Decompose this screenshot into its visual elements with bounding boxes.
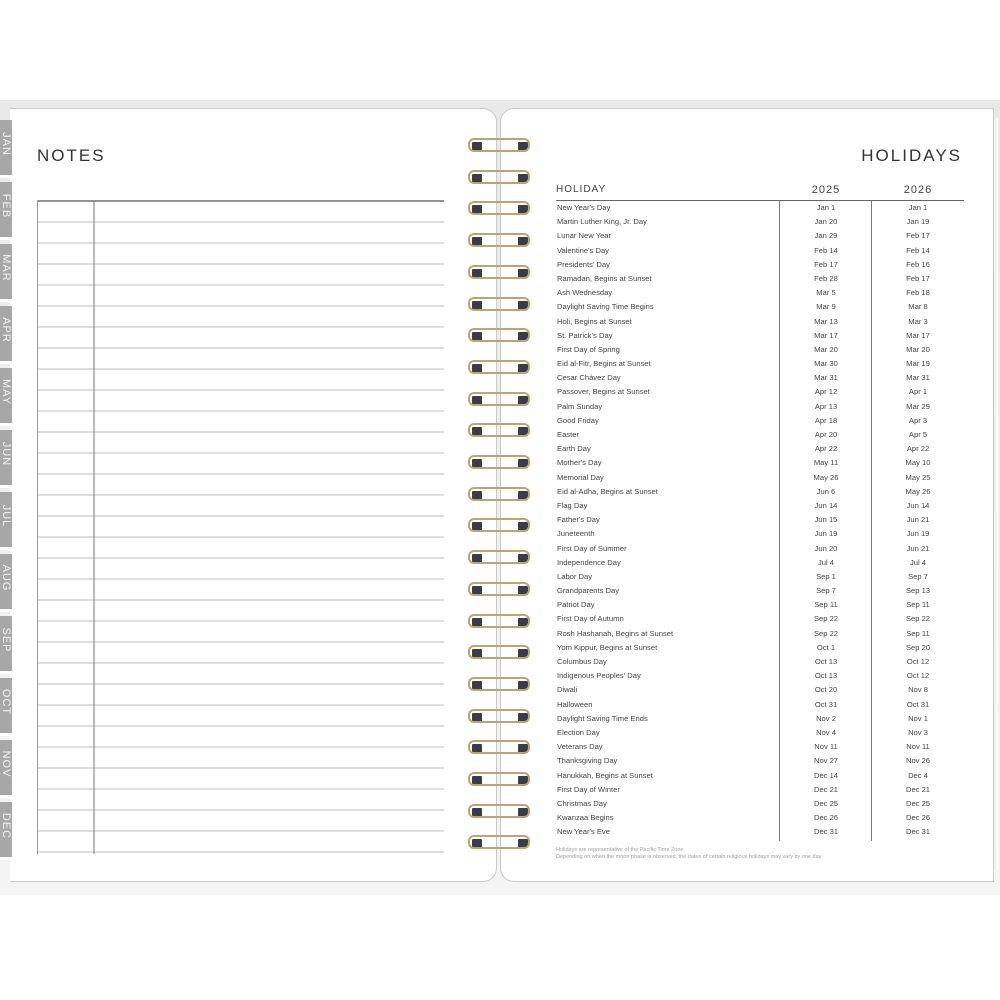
holiday-table-body [556, 201, 964, 839]
holiday-date-2026: Dec 25 [905, 798, 931, 808]
spiral-ring [466, 802, 536, 822]
month-tab-label: NOV [0, 750, 12, 778]
holiday-date-2026: Sep 7 [908, 571, 928, 581]
holiday-date-2026: Nov 3 [908, 727, 928, 737]
holiday-name: New Year's Day [557, 203, 611, 212]
holiday-date-2025: Sep 22 [813, 614, 839, 624]
month-tab-label: MAY [0, 378, 12, 406]
holiday-date-2025: Jun 20 [814, 543, 838, 553]
holiday-date-2026: Mar 3 [908, 316, 928, 326]
holiday-date-2025: Nov 4 [816, 727, 836, 737]
holiday-date-2026: Sep 11 [906, 628, 930, 638]
wire-loop [468, 487, 530, 501]
holiday-row [556, 698, 964, 712]
holiday-date-2025: Jan 20 [814, 217, 838, 227]
wire-loop [468, 804, 530, 818]
holiday-date-2026: Oct 31 [906, 699, 930, 709]
holiday-row [556, 371, 964, 385]
month-tab-jul[interactable] [0, 492, 12, 550]
holiday-date-2026: May 25 [905, 472, 931, 482]
holiday-name: Passover, Begins at Sunset [557, 387, 650, 397]
holiday-date-2025: Mar 20 [814, 344, 838, 354]
holiday-name: Ramadan, Begins at Sunset [557, 273, 652, 283]
month-tab-feb[interactable] [0, 182, 12, 240]
month-tab-label: JUL [0, 504, 12, 528]
wire-loop [468, 614, 530, 628]
spiral-ring [466, 770, 536, 790]
holiday-date-2026: Sep 13 [905, 586, 931, 596]
month-tab-aug[interactable] [0, 554, 12, 612]
holiday-row [556, 783, 964, 797]
holiday-date-2025: Apr 18 [814, 415, 838, 425]
holiday-row [556, 655, 964, 669]
holiday-date-2025: Jul 4 [817, 557, 835, 567]
month-tab-label: DEC [0, 812, 12, 840]
spiral-ring [466, 833, 536, 853]
spiral-ring [466, 231, 536, 251]
holiday-date-2025: Sep 22 [813, 628, 839, 638]
wire-loop [468, 455, 530, 469]
holiday-name: Grandparents Day [557, 586, 620, 596]
holiday-row [556, 414, 964, 428]
month-tab-label: MAR [0, 254, 12, 282]
spiral-ring [466, 168, 536, 188]
month-tab-may[interactable] [0, 368, 12, 426]
holiday-row [556, 229, 964, 243]
holiday-date-2025: Jun 14 [814, 500, 838, 510]
holiday-name: Lunar New Year [557, 231, 612, 241]
holiday-date-2025: Jan 29 [814, 231, 838, 241]
holiday-row [556, 442, 964, 456]
holiday-name: Patriot Day [557, 600, 595, 610]
holiday-date-2025: Nov 11 [814, 742, 838, 752]
holiday-table-header [556, 184, 964, 201]
holiday-row [556, 556, 964, 570]
wire-loop [468, 328, 530, 342]
holiday-date-2026: Mar 29 [906, 401, 930, 411]
holiday-date-2026: Mar 8 [908, 302, 928, 312]
holiday-date-2026: Mar 17 [906, 330, 930, 340]
holiday-name: First Day of Spring [557, 344, 620, 354]
month-tab-apr[interactable] [0, 306, 12, 364]
holiday-name: Easter [557, 430, 579, 439]
column-header-year1: 2025 [811, 184, 841, 196]
wire-loop [468, 677, 530, 691]
holiday-date-2025: Jun 15 [814, 515, 838, 525]
notes-lined-area[interactable] [37, 200, 444, 854]
holiday-row [556, 315, 964, 329]
holiday-name: Cesar Chávez Day [557, 373, 621, 383]
holiday-date-2026: May 26 [905, 486, 931, 496]
wire-loop [468, 170, 530, 184]
wire-loop [468, 297, 530, 311]
holiday-date-2025: Mar 5 [816, 288, 836, 298]
holiday-name: First Day of Winter [557, 784, 620, 794]
holiday-row [556, 343, 964, 357]
month-tab-sep[interactable] [0, 616, 12, 674]
holiday-date-2025: Mar 30 [814, 359, 838, 369]
notes-lines [37, 200, 444, 854]
holiday-date-2025: Sep 11 [814, 600, 838, 610]
holiday-date-2026: Feb 18 [906, 288, 930, 298]
spiral-ring [466, 675, 536, 695]
holiday-date-2025: Jan 1 [816, 203, 836, 212]
wire-loop [468, 233, 530, 247]
holiday-date-2026: Jul 4 [909, 557, 927, 567]
month-tab-label: SEP [0, 627, 12, 653]
holiday-row [556, 769, 964, 783]
holiday-name: Thanksgiving Day [557, 756, 618, 766]
column-header-year2: 2026 [903, 184, 933, 196]
holiday-row [556, 797, 964, 811]
month-tab-oct[interactable] [0, 678, 12, 736]
holiday-date-2026: Feb 14 [906, 245, 930, 255]
holiday-date-2026: Jan 1 [908, 203, 928, 212]
holiday-date-2026: Feb 16 [906, 259, 930, 269]
wire-loop [468, 265, 530, 279]
holiday-row [556, 400, 964, 414]
holiday-name: Veterans Day [557, 742, 603, 752]
holiday-row [556, 428, 964, 442]
holiday-date-2026: Apr 1 [908, 387, 928, 397]
month-tab-label: JAN [0, 132, 12, 156]
holiday-name: Daylight Saving Time Ends [557, 713, 648, 723]
holiday-date-2026: Dec 31 [905, 827, 931, 837]
holidays-title: HOLIDAYS [861, 146, 962, 165]
holiday-date-2026: Apr 22 [906, 444, 930, 454]
spiral-ring [466, 358, 536, 378]
wire-loop [468, 772, 530, 786]
holiday-date-2026: Jun 19 [906, 529, 930, 539]
holiday-date-2026: Jun 21 [906, 515, 930, 525]
holiday-row [556, 726, 964, 740]
holiday-name: Christmas Day [557, 798, 607, 808]
holiday-date-2025: Dec 25 [813, 798, 839, 808]
spiral-ring [466, 453, 536, 473]
holiday-row [556, 215, 964, 229]
holiday-name: Palm Sunday [557, 401, 603, 411]
notes-title: NOTES [37, 146, 106, 165]
holiday-date-2026: Mar 31 [906, 373, 930, 383]
holiday-date-2025: May 26 [813, 472, 839, 482]
holiday-row [556, 740, 964, 754]
holiday-name: Mother's Day [557, 458, 602, 468]
spiral-ring [466, 136, 536, 156]
wire-loop [468, 582, 530, 596]
column-header-holiday: HOLIDAY [556, 184, 607, 195]
holiday-date-2025: Feb 17 [814, 259, 838, 269]
holiday-date-2025: Sep 7 [816, 586, 836, 596]
spiral-ring [466, 421, 536, 441]
holiday-name: Holi, Begins at Sunset [557, 316, 632, 326]
holiday-row [556, 300, 964, 314]
month-tab-strip [0, 120, 12, 880]
holiday-name: Hanukkah, Begins at Sunset [557, 770, 653, 780]
holiday-name: Yom Kippur, Begins at Sunset [557, 642, 658, 652]
holiday-name: Election Day [557, 727, 600, 737]
holiday-row [556, 485, 964, 499]
wire-loop [468, 645, 530, 659]
spiral-ring [466, 263, 536, 283]
holiday-date-2026: May 10 [905, 458, 931, 468]
spiral-ring [466, 707, 536, 727]
holiday-date-2026: Mar 19 [906, 359, 930, 369]
footnote: Holidays are representative of the Pacific Time Zone [556, 847, 684, 853]
holiday-name: Eid al-Adha, Begins at Sunset [557, 486, 658, 496]
holiday-date-2026: Feb 17 [906, 273, 930, 283]
wire-loop [468, 740, 530, 754]
holiday-date-2025: Dec 21 [813, 784, 839, 794]
holiday-name: Memorial Day [557, 472, 604, 482]
holiday-row [556, 499, 964, 513]
holiday-row [556, 513, 964, 527]
spiral-ring [466, 580, 536, 600]
holiday-date-2026: Apr 3 [908, 415, 928, 425]
spiral-ring [466, 390, 536, 410]
holiday-name: Presidents' Day [557, 259, 610, 269]
holiday-row [556, 244, 964, 258]
holiday-name: Rosh Hashanah, Begins at Sunset [557, 628, 674, 638]
wire-loop [468, 392, 530, 406]
holiday-name: Independence Day [557, 557, 621, 567]
holiday-date-2026: Jun 21 [906, 543, 930, 553]
wire-loop [468, 138, 530, 152]
holiday-row [556, 385, 964, 399]
holiday-name: Kwanzaa Begins [557, 813, 614, 823]
holiday-date-2026: Mar 20 [906, 344, 930, 354]
holiday-name: Indigenous Peoples' Day [557, 671, 641, 681]
month-tab-nov[interactable] [0, 740, 12, 798]
holiday-date-2026: Oct 12 [906, 657, 930, 666]
holiday-date-2026: Nov 8 [908, 685, 928, 695]
holiday-row [556, 712, 964, 726]
holiday-row [556, 641, 964, 655]
holiday-row [556, 584, 964, 598]
month-tab-mar[interactable] [0, 244, 12, 302]
holiday-row [556, 201, 964, 215]
wire-loop [468, 518, 530, 532]
holiday-date-2026: Dec 4 [908, 770, 928, 780]
holiday-name: Ash Wednesday [557, 288, 613, 298]
holiday-name: Columbus Day [557, 657, 607, 666]
holiday-footnotes [556, 847, 976, 861]
month-tab-label: APR [0, 317, 12, 343]
holiday-name: Diwali [557, 685, 578, 695]
spiral-ring [466, 643, 536, 663]
month-tab-label: AUG [0, 564, 12, 592]
holiday-name: Halloween [557, 699, 593, 709]
holiday-row [556, 542, 964, 556]
holiday-row [556, 272, 964, 286]
holiday-date-2026: Jan 19 [906, 217, 930, 227]
spiral-ring [466, 485, 536, 505]
holiday-date-2026: Apr 5 [908, 430, 928, 439]
holiday-name: Juneteenth [557, 529, 595, 539]
holiday-date-2026: Feb 17 [906, 231, 930, 241]
holiday-date-2025: Mar 9 [816, 302, 836, 312]
holiday-row [556, 612, 964, 626]
holiday-date-2025: Feb 14 [814, 245, 838, 255]
holiday-row [556, 627, 964, 641]
holiday-date-2025: Mar 31 [814, 373, 838, 383]
month-tab-label: OCT [0, 688, 12, 716]
holiday-date-2026: Sep 20 [905, 642, 931, 652]
holiday-row [556, 669, 964, 683]
holiday-date-2025: May 11 [813, 458, 839, 468]
holiday-name: Daylight Saving Time Begins [557, 302, 654, 312]
spiral-ring [466, 326, 536, 346]
holiday-date-2025: Jun 19 [814, 529, 838, 539]
holiday-date-2025: Oct 13 [814, 671, 838, 681]
footnote: Depending on when the moon phase is observed, the dates of certain religious holidays may vary by one day [556, 854, 822, 860]
holiday-row [556, 527, 964, 541]
holiday-name: Earth Day [557, 444, 591, 454]
holiday-date-2025: Oct 31 [814, 699, 838, 709]
holiday-date-2025: Dec 31 [813, 827, 839, 837]
holiday-row [556, 811, 964, 825]
holiday-date-2025: Apr 22 [814, 444, 838, 454]
holiday-date-2025: Oct 1 [816, 642, 836, 652]
holiday-name: Good Friday [557, 415, 599, 425]
holiday-date-2026: Jun 14 [906, 500, 930, 510]
holiday-date-2025: Mar 17 [814, 330, 838, 340]
holiday-name: St. Patrick's Day [557, 330, 613, 340]
holiday-date-2025: Nov 27 [813, 756, 839, 766]
holiday-date-2026: Nov 1 [908, 713, 928, 723]
wire-loop [468, 835, 530, 849]
wire-loop [468, 550, 530, 564]
month-tab-dec[interactable] [0, 802, 12, 860]
month-tab-label: JUN [0, 441, 12, 467]
holiday-date-2025: Feb 28 [814, 273, 838, 283]
holiday-date-2025: Mar 13 [814, 316, 838, 326]
holiday-row [556, 754, 964, 768]
holiday-row [556, 286, 964, 300]
holiday-date-2026: Nov 26 [905, 756, 931, 766]
spiral-ring [466, 516, 536, 536]
spiral-ring [466, 199, 536, 219]
holiday-name: Eid al-Fitr, Begins at Sunset [557, 359, 651, 369]
holiday-name: First Day of Summer [557, 543, 627, 553]
holiday-name: Flag Day [557, 500, 588, 510]
holiday-date-2025: Oct 13 [814, 657, 838, 666]
holiday-row [556, 683, 964, 697]
spiral-ring [466, 295, 536, 315]
wire-loop [468, 360, 530, 374]
holiday-date-2025: Jun 6 [816, 486, 836, 496]
spiral-ring [466, 612, 536, 632]
holiday-row [556, 258, 964, 272]
wire-loop [468, 709, 530, 723]
holiday-date-2026: Nov 11 [906, 742, 930, 752]
month-tab-label: FEB [0, 193, 12, 219]
holiday-date-2026: Sep 22 [905, 614, 931, 624]
holiday-name: Labor Day [557, 571, 593, 581]
month-tab-jan[interactable] [0, 120, 12, 178]
holiday-row [556, 570, 964, 584]
holiday-row [556, 357, 964, 371]
holiday-name: Martin Luther King, Jr. Day [557, 217, 647, 227]
spiral-ring [466, 738, 536, 758]
holiday-date-2025: Sep 1 [816, 571, 836, 581]
holiday-date-2026: Dec 21 [905, 784, 931, 794]
holiday-name: First Day of Autumn [557, 614, 624, 624]
wire-loop [468, 423, 530, 437]
holiday-date-2025: Dec 26 [813, 813, 839, 823]
holiday-row [556, 456, 964, 470]
holiday-name: Father's Day [557, 515, 600, 525]
holiday-date-2025: Dec 14 [813, 770, 839, 780]
spiral-ring [466, 548, 536, 568]
spiral-binding [466, 136, 536, 866]
holiday-date-2025: Apr 12 [814, 387, 838, 397]
holiday-date-2026: Oct 12 [906, 671, 930, 681]
holiday-row [556, 329, 964, 343]
holiday-row [556, 471, 964, 485]
holiday-date-2025: Oct 20 [814, 685, 838, 695]
holiday-name: Valentine's Day [557, 245, 609, 255]
month-tab-jun[interactable] [0, 430, 12, 488]
holiday-date-2026: Sep 11 [906, 600, 930, 610]
holiday-row [556, 825, 964, 839]
holiday-date-2025: Nov 2 [816, 713, 836, 723]
holiday-name: New Year's Eve [557, 827, 610, 837]
holiday-date-2025: Apr 20 [814, 430, 838, 439]
holiday-date-2026: Dec 26 [905, 813, 931, 823]
holiday-row [556, 598, 964, 612]
holiday-date-2025: Apr 13 [814, 401, 838, 411]
wire-loop [468, 201, 530, 215]
